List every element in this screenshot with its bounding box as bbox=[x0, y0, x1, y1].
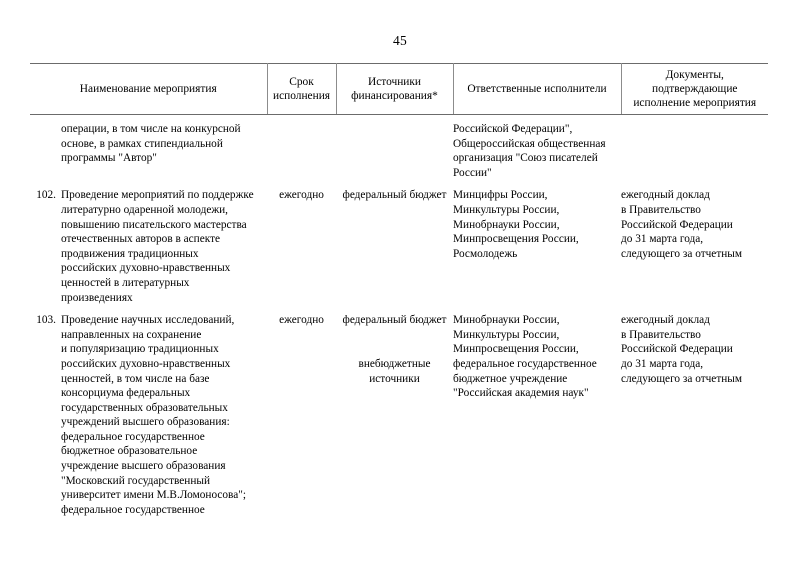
header-name-lines bbox=[30, 82, 267, 96]
text-line: государственных образовательных bbox=[61, 401, 228, 414]
text-line: ежегодный доклад bbox=[621, 314, 710, 327]
text-line: Общероссийская общественная bbox=[453, 137, 606, 150]
text-line: федеральное государственное bbox=[453, 357, 597, 370]
text-line: учреждение высшего образования bbox=[61, 460, 226, 473]
funding-source-gap bbox=[336, 342, 453, 357]
header-source-lines bbox=[337, 75, 453, 103]
header-line: Источники bbox=[367, 75, 422, 88]
text-line: Проведение мероприятий по поддержке bbox=[61, 189, 254, 202]
text-line: произведениях bbox=[61, 291, 133, 304]
text-line: внебюджетные bbox=[358, 357, 431, 370]
header-line: исполнение мероприятия bbox=[633, 97, 757, 110]
header-line: подтверждающие bbox=[652, 82, 738, 95]
text-line: федеральное государственное bbox=[61, 430, 205, 443]
table-header-row bbox=[30, 64, 768, 115]
header-cell-name bbox=[30, 64, 267, 115]
cell-measure-name bbox=[30, 180, 267, 305]
table-body bbox=[30, 115, 768, 518]
header-term-lines bbox=[268, 75, 336, 103]
text-line: России" bbox=[453, 166, 492, 179]
cell-responsible bbox=[453, 115, 621, 181]
table-row bbox=[30, 115, 768, 181]
cell-funding-source bbox=[336, 305, 453, 517]
funding-source-secondary bbox=[336, 357, 453, 386]
row-number bbox=[30, 122, 61, 166]
text-line: следующего за отчетным bbox=[621, 372, 743, 385]
cell-measure-name bbox=[30, 305, 267, 517]
cell-term bbox=[267, 180, 336, 305]
text-line: Минкультуры России, bbox=[453, 203, 560, 216]
text-line: федеральный бюджет bbox=[342, 314, 447, 327]
text-line: источники bbox=[369, 372, 420, 385]
text-line: программы "Автор" bbox=[61, 152, 157, 165]
measure-name-text bbox=[61, 313, 267, 517]
cell-measure-name bbox=[30, 115, 267, 181]
text-line: направленных на сохранение bbox=[61, 328, 202, 341]
measures-table bbox=[30, 63, 768, 517]
cell-term bbox=[267, 115, 336, 181]
text-line: в Правительство bbox=[621, 328, 701, 341]
cell-responsible bbox=[453, 180, 621, 305]
text-line: ежегодный доклад bbox=[621, 189, 710, 202]
measure-name-wrapper bbox=[30, 122, 267, 166]
text-line: Российской Федерации bbox=[621, 218, 733, 231]
cell-documents bbox=[621, 180, 768, 305]
text-line: и популяризацию традиционных bbox=[61, 343, 219, 356]
text-line: учреждений высшего образования: bbox=[61, 416, 230, 429]
funding-source-primary bbox=[336, 313, 453, 328]
text-line: Российской Федерации", bbox=[453, 123, 573, 135]
header-cell-documents bbox=[621, 64, 768, 115]
cell-documents bbox=[621, 115, 768, 181]
header-line: Ответственные исполнители bbox=[467, 82, 607, 95]
measure-name-text bbox=[61, 122, 267, 166]
text-line: до 31 марта года, bbox=[621, 233, 704, 246]
text-line: следующего за отчетным bbox=[621, 247, 743, 260]
text-line: в Правительство bbox=[621, 203, 701, 216]
table-row bbox=[30, 180, 768, 305]
text-line: ежегодно bbox=[279, 314, 324, 327]
text-line: операции, в том числе на конкурсной bbox=[61, 123, 241, 135]
header-cell-responsible bbox=[453, 64, 621, 115]
text-line: ценностей в литературных bbox=[61, 276, 190, 289]
header-cell-term bbox=[267, 64, 336, 115]
text-line: отечественных авторов в аспекте bbox=[61, 233, 221, 246]
text-line: повышению писательского мастерства bbox=[61, 218, 247, 231]
page-number: 45 bbox=[393, 33, 407, 48]
header-line: Документы, bbox=[665, 68, 724, 81]
text-line: федеральное государственное bbox=[61, 503, 205, 516]
cell-responsible bbox=[453, 305, 621, 517]
text-line: консорциума федеральных bbox=[61, 387, 191, 400]
text-line: Минпросвещения России, bbox=[453, 343, 579, 356]
text-line: Росмолодежь bbox=[453, 247, 518, 260]
header-line: финансирования* bbox=[351, 90, 438, 102]
text-line: бюджетное образовательное bbox=[61, 445, 198, 458]
header-line: исполнения bbox=[272, 90, 331, 102]
text-line: продвижения традиционных bbox=[61, 247, 199, 260]
table-row bbox=[30, 305, 768, 517]
text-line: российских духовно-нравственных bbox=[61, 262, 231, 275]
text-line: Минобрнауки России, bbox=[453, 314, 560, 327]
text-line: Минцифры России, bbox=[453, 189, 548, 202]
cell-term bbox=[267, 305, 336, 517]
text-line: основе, в рамках стипендиальной bbox=[61, 137, 223, 150]
text-line: российских духовно-нравственных bbox=[61, 357, 231, 370]
measure-name-wrapper bbox=[30, 313, 267, 517]
measure-name-wrapper bbox=[30, 188, 267, 305]
text-line: университет имени М.В.Ломоносова"; bbox=[61, 489, 246, 502]
row-number: 102. bbox=[36, 189, 56, 202]
text-line: Минкультуры России, bbox=[453, 328, 560, 341]
text-line: до 31 марта года, bbox=[621, 357, 704, 370]
text-line: Минпросвещения России, bbox=[453, 233, 579, 246]
measure-name-text bbox=[61, 188, 267, 305]
header-line: Срок bbox=[289, 75, 314, 88]
header-line: Наименование мероприятия bbox=[79, 82, 217, 95]
text-line: "Московский государственный bbox=[61, 474, 211, 487]
cell-documents bbox=[621, 305, 768, 517]
cell-funding-source bbox=[336, 180, 453, 305]
text-line: Проведение научных исследований, bbox=[61, 314, 235, 327]
cell-funding-source bbox=[336, 115, 453, 181]
header-documents-lines bbox=[622, 68, 769, 111]
text-line: бюджетное учреждение bbox=[453, 372, 568, 385]
text-line: ценностей, в том числе на базе bbox=[61, 372, 210, 385]
funding-source-primary bbox=[336, 188, 453, 203]
text-line: литературно одаренной молодежи, bbox=[61, 203, 229, 216]
header-responsible-lines bbox=[454, 82, 621, 96]
text-line: федеральный бюджет bbox=[342, 189, 447, 202]
text-line: Российской Федерации bbox=[621, 343, 733, 356]
text-line: ежегодно bbox=[279, 189, 324, 202]
row-number: 103. bbox=[36, 314, 56, 327]
header-cell-source bbox=[336, 64, 453, 115]
text-line: "Российская академия наук" bbox=[453, 387, 589, 400]
text-line: организация "Союз писателей bbox=[453, 152, 598, 165]
text-line: Минобрнауки России, bbox=[453, 218, 560, 231]
funding-source-gap bbox=[336, 328, 453, 343]
